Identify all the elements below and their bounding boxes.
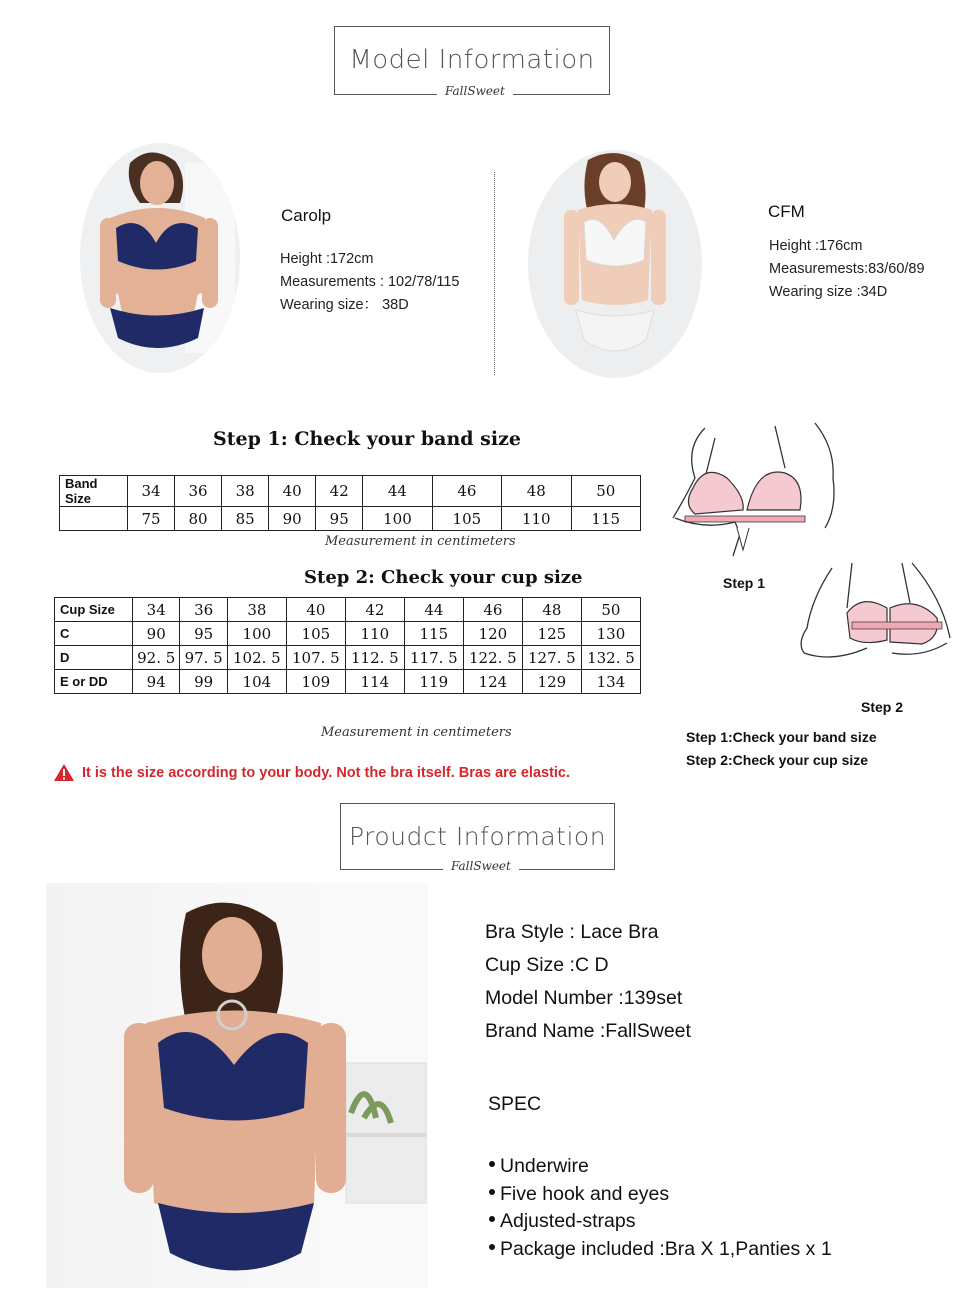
table-cell: 75 [128,507,175,531]
table-cell: 46 [463,598,522,622]
model-name-cfm: CFM [768,202,805,221]
spec-text: Underwire [500,1155,589,1177]
table-cell: 48 [502,476,571,507]
table-cell: 105 [286,622,345,646]
model-measurements: Measurements : 102/78/115 [280,274,460,290]
bullet-icon [489,1189,495,1195]
cup-size-label: Cup Size [55,598,133,622]
table-cell: 120 [463,622,522,646]
table-cell: 46 [432,476,501,507]
spec-text: Package included :Bra X 1,Panties x 1 [500,1238,832,1260]
table-cell: 127. 5 [522,646,581,670]
model-wearing-size: Wearing size :34D [769,284,888,300]
cup-size-table [54,597,641,694]
table-cell: 107. 5 [286,646,345,670]
step1-illustration [665,418,840,563]
step1-instruction: Step 1:Check your band size [686,729,877,745]
table-cell: 100 [227,622,286,646]
cup-row-label: E or DD [55,670,133,694]
table-cell: 115 [404,622,463,646]
table-cell [60,507,128,531]
model-photo-carolp [80,143,240,373]
brand-name: Brand Name :FallSweet [485,1020,691,1042]
table-cell: 104 [227,670,286,694]
table-cell: 85 [222,507,269,531]
product-info-title: Proudct Information [348,822,607,851]
model-wearing-size: Wearing size： 38D [280,297,409,313]
table-row [60,507,641,531]
table-cell: 117. 5 [404,646,463,670]
step1-label: Step 1 [723,575,766,591]
model-measurements: Measuremests:83/60/89 [769,261,925,277]
table-row [55,670,641,694]
table-cell: 38 [227,598,286,622]
spec-text: Adjusted-straps [500,1210,636,1232]
table-cell: 80 [175,507,222,531]
list-item [489,1210,832,1238]
product-photo [46,883,428,1288]
model-stats-cfm [769,235,925,304]
table-cell: 48 [522,598,581,622]
table-cell: 125 [522,622,581,646]
model-number: Model Number :139set [485,987,683,1009]
table-cell: 94 [133,670,180,694]
table-cell: 102. 5 [227,646,286,670]
step2-label: Step 2 [861,699,904,715]
bullet-icon [489,1244,495,1250]
model-figure-illustration [80,143,240,373]
model-height: Height :176cm [769,238,863,254]
table-cell: 40 [286,598,345,622]
cup-table-caption: Measurement in centimeters [321,725,512,740]
table-cell: 40 [269,476,316,507]
table-cell: 42 [345,598,404,622]
table-cell: 99 [180,670,227,694]
step1-heading: Step 1: Check your band size [213,428,521,450]
brand-logo-text: FallSweet [443,859,519,873]
table-cell: 34 [128,476,175,507]
model-info-title-frame [334,26,610,98]
list-item [489,1155,832,1183]
bullet-icon [489,1161,495,1167]
spec-text: Five hook and eyes [500,1183,670,1205]
table-cell: 112. 5 [345,646,404,670]
model-divider [494,172,495,375]
table-cell: 119 [404,670,463,694]
table-cell: 38 [222,476,269,507]
cup-row-label: D [55,646,133,670]
table-cell: 95 [316,507,363,531]
table-cell: 42 [316,476,363,507]
cup-row-label: C [55,622,133,646]
table-cell: 110 [502,507,571,531]
table-cell: 97. 5 [180,646,227,670]
table-cell: 134 [581,670,640,694]
product-info-title-frame [340,803,615,873]
table-cell: 129 [522,670,581,694]
table-cell: 36 [180,598,227,622]
model-info-title: Model Information [349,45,595,75]
table-cell: 34 [133,598,180,622]
list-item [489,1238,832,1266]
model-name-carolp: Carolp [281,206,332,225]
size-warning-text: It is the size according to your body. Not the bra itself. Bras are elastic. [82,765,571,781]
table-cell: 95 [180,622,227,646]
table-cell: 90 [133,622,180,646]
table-cell: 130 [581,622,640,646]
table-cell: 50 [581,598,640,622]
table-cell: 50 [571,476,641,507]
table-row [55,598,641,622]
model-height: Height :172cm [280,251,374,267]
model-stats-carolp [280,248,459,317]
table-cell: 114 [345,670,404,694]
table-cell: 44 [404,598,463,622]
table-cell: 132. 5 [581,646,640,670]
table-cell: 100 [363,507,432,531]
table-cell: 92. 5 [133,646,180,670]
step2-illustration [792,558,952,693]
table-cell: 109 [286,670,345,694]
band-size-label: Band Size [60,476,128,507]
table-cell: 110 [345,622,404,646]
table-cell: 44 [363,476,432,507]
spec-heading: SPEC [488,1093,542,1115]
cup-size: Cup Size :C D [485,954,609,976]
model-figure-illustration [528,150,702,378]
brand-logo-text: FallSweet [437,84,513,98]
table-cell: 124 [463,670,522,694]
bullet-icon [489,1216,495,1222]
band-table-caption: Measurement in centimeters [325,534,516,549]
step2-instruction: Step 2:Check your cup size [686,752,869,768]
table-cell: 90 [269,507,316,531]
table-row [60,476,641,507]
model-photo-cfm [528,150,702,378]
table-cell: 122. 5 [463,646,522,670]
list-item [489,1183,832,1210]
table-cell: 105 [432,507,501,531]
table-cell: 115 [571,507,641,531]
table-cell: 36 [175,476,222,507]
table-row [55,622,641,646]
bra-style: Bra Style : Lace Bra [485,921,659,943]
warning-icon [53,763,75,787]
step2-heading: Step 2: Check your cup size [304,567,583,588]
product-details [485,921,691,1053]
spec-list [489,1155,832,1266]
band-size-table [59,475,641,531]
table-row [55,646,641,670]
